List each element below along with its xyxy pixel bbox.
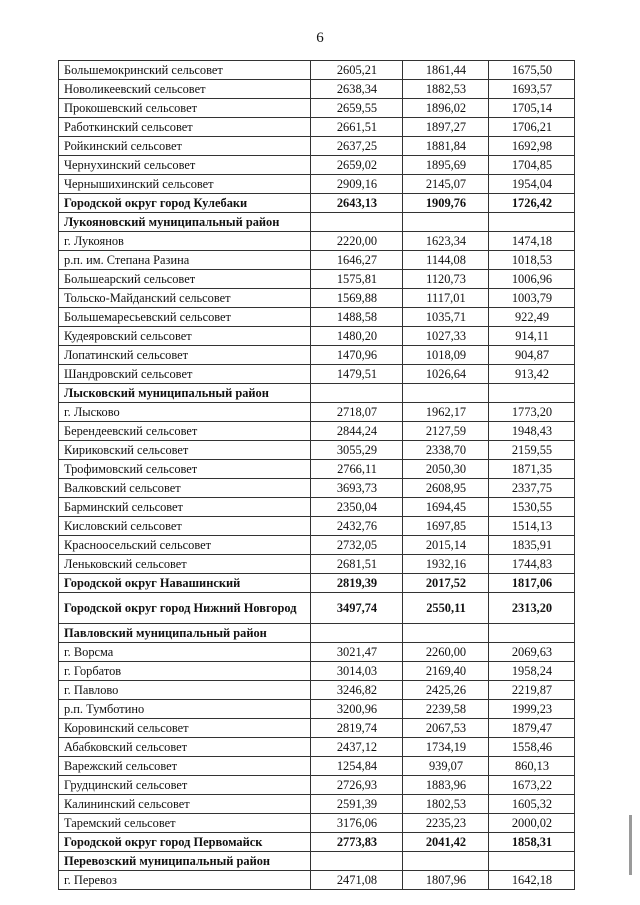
cell-value-2	[403, 213, 489, 232]
table-row	[59, 795, 575, 814]
cell-value-3: 1642,18	[489, 871, 575, 890]
cell-name: Трофимовский сельсовет	[59, 460, 311, 479]
cell-value-2: 939,07	[403, 757, 489, 776]
cell-name: Калининский сельсовет	[59, 795, 311, 814]
cell-value-2: 1883,96	[403, 776, 489, 795]
cell-value-3: 904,87	[489, 346, 575, 365]
cell-value-3: 1673,22	[489, 776, 575, 795]
table-row-heading	[59, 593, 575, 624]
cell-value-3: 2159,55	[489, 441, 575, 460]
cell-value-3: 1858,31	[489, 833, 575, 852]
table-row	[59, 80, 575, 99]
table-row	[59, 738, 575, 757]
cell-value-2: 1882,53	[403, 80, 489, 99]
cell-value-2: 2608,95	[403, 479, 489, 498]
cell-value-2: 2050,30	[403, 460, 489, 479]
table-row	[59, 757, 575, 776]
table-row-heading	[59, 833, 575, 852]
cell-value-2: 1027,33	[403, 327, 489, 346]
cell-value-2: 1694,45	[403, 498, 489, 517]
cell-value-3: 1773,20	[489, 403, 575, 422]
table-body	[59, 61, 575, 890]
table-row	[59, 118, 575, 137]
cell-value-1: 2661,51	[311, 118, 403, 137]
cell-name: Павловский муниципальный район	[59, 624, 311, 643]
cell-name: г. Ворсма	[59, 643, 311, 662]
cell-name: Леньковский сельсовет	[59, 555, 311, 574]
cell-name: Большеарский сельсовет	[59, 270, 311, 289]
cell-value-3: 1605,32	[489, 795, 575, 814]
cell-value-1: 2732,05	[311, 536, 403, 555]
cell-value-1: 2591,39	[311, 795, 403, 814]
cell-name: г. Лысково	[59, 403, 311, 422]
cell-name: Городской округ город Первомайск	[59, 833, 311, 852]
scan-edge-mark	[629, 815, 632, 875]
cell-value-3: 1003,79	[489, 289, 575, 308]
cell-value-1: 1488,58	[311, 308, 403, 327]
cell-value-2: 2015,14	[403, 536, 489, 555]
table-row-heading	[59, 384, 575, 403]
cell-value-1: 1646,27	[311, 251, 403, 270]
cell-name: Грудцинский сельсовет	[59, 776, 311, 795]
cell-value-2: 1697,85	[403, 517, 489, 536]
cell-value-1: 2350,04	[311, 498, 403, 517]
table-row	[59, 137, 575, 156]
cell-value-3	[489, 624, 575, 643]
cell-value-2: 1932,16	[403, 555, 489, 574]
cell-name: Большемокринский сельсовет	[59, 61, 311, 80]
cell-value-1: 1470,96	[311, 346, 403, 365]
cell-value-2: 2145,07	[403, 175, 489, 194]
cell-name: Красноосельский сельсовет	[59, 536, 311, 555]
cell-value-3: 1871,35	[489, 460, 575, 479]
cell-value-3: 1744,83	[489, 555, 575, 574]
table-row	[59, 517, 575, 536]
cell-value-2: 1120,73	[403, 270, 489, 289]
cell-value-3: 2219,87	[489, 681, 575, 700]
cell-value-1: 2637,25	[311, 137, 403, 156]
cell-value-2: 1962,17	[403, 403, 489, 422]
cell-value-1: 1479,51	[311, 365, 403, 384]
cell-value-2: 2235,23	[403, 814, 489, 833]
cell-name: Чернухинский сельсовет	[59, 156, 311, 175]
cell-value-3: 2000,02	[489, 814, 575, 833]
cell-value-1: 1575,81	[311, 270, 403, 289]
cell-value-1: 2638,34	[311, 80, 403, 99]
cell-value-2: 1802,53	[403, 795, 489, 814]
cell-value-3: 1705,14	[489, 99, 575, 118]
cell-value-3: 914,11	[489, 327, 575, 346]
cell-name: г. Перевоз	[59, 871, 311, 890]
table-row	[59, 61, 575, 80]
table-row	[59, 441, 575, 460]
table-row	[59, 270, 575, 289]
cell-name: Варежский сельсовет	[59, 757, 311, 776]
cell-name: Абабковский сельсовет	[59, 738, 311, 757]
table-row	[59, 871, 575, 890]
cell-value-1: 2819,39	[311, 574, 403, 593]
cell-value-2: 1896,02	[403, 99, 489, 118]
cell-value-3	[489, 384, 575, 403]
cell-name: Таремский сельсовет	[59, 814, 311, 833]
cell-name: г. Горбатов	[59, 662, 311, 681]
cell-value-3: 1018,53	[489, 251, 575, 270]
cell-value-2: 1861,44	[403, 61, 489, 80]
cell-value-2: 1623,34	[403, 232, 489, 251]
table-row	[59, 175, 575, 194]
cell-value-1	[311, 213, 403, 232]
cell-value-3: 2337,75	[489, 479, 575, 498]
cell-name: р.п. Тумботино	[59, 700, 311, 719]
cell-value-2: 1035,71	[403, 308, 489, 327]
cell-value-3: 1706,21	[489, 118, 575, 137]
cell-name: Ройкинский сельсовет	[59, 137, 311, 156]
cell-value-3: 1558,46	[489, 738, 575, 757]
cell-value-1: 2220,00	[311, 232, 403, 251]
page-number: 6	[316, 30, 324, 46]
table-row	[59, 662, 575, 681]
cell-value-1: 3246,82	[311, 681, 403, 700]
table-row	[59, 814, 575, 833]
cell-name: Шандровский сельсовет	[59, 365, 311, 384]
table-row	[59, 289, 575, 308]
table-row	[59, 156, 575, 175]
cell-value-1: 3497,74	[311, 593, 403, 624]
cell-value-1: 2659,02	[311, 156, 403, 175]
cell-name: Лукояновский муниципальный район	[59, 213, 311, 232]
cell-name: Лопатинский сельсовет	[59, 346, 311, 365]
cell-name: Кисловский сельсовет	[59, 517, 311, 536]
cell-value-2: 2260,00	[403, 643, 489, 662]
cell-name: Новоликеевский сельсовет	[59, 80, 311, 99]
cell-value-3: 1879,47	[489, 719, 575, 738]
cell-value-2: 2169,40	[403, 662, 489, 681]
cell-value-2: 2041,42	[403, 833, 489, 852]
cell-name: г. Лукоянов	[59, 232, 311, 251]
cell-value-3: 1954,04	[489, 175, 575, 194]
cell-value-3: 2313,20	[489, 593, 575, 624]
table-row	[59, 681, 575, 700]
cell-value-3: 1693,57	[489, 80, 575, 99]
cell-value-2: 1909,76	[403, 194, 489, 213]
cell-value-1: 2819,74	[311, 719, 403, 738]
cell-name: Большемаресьевский сельсовет	[59, 308, 311, 327]
table-row	[59, 776, 575, 795]
cell-value-3: 860,13	[489, 757, 575, 776]
cell-value-2: 1895,69	[403, 156, 489, 175]
cell-value-3: 1999,23	[489, 700, 575, 719]
cell-value-3: 1474,18	[489, 232, 575, 251]
cell-name: Кириковский сельсовет	[59, 441, 311, 460]
cell-value-1: 2437,12	[311, 738, 403, 757]
table-row	[59, 308, 575, 327]
cell-value-1: 2766,11	[311, 460, 403, 479]
table-row-heading	[59, 213, 575, 232]
cell-value-1: 1254,84	[311, 757, 403, 776]
cell-value-1: 3021,47	[311, 643, 403, 662]
cell-value-1	[311, 624, 403, 643]
cell-value-3: 1514,13	[489, 517, 575, 536]
cell-value-1: 1569,88	[311, 289, 403, 308]
cell-value-3: 1835,91	[489, 536, 575, 555]
table-row	[59, 251, 575, 270]
cell-value-2: 2338,70	[403, 441, 489, 460]
table-row	[59, 460, 575, 479]
table-row	[59, 99, 575, 118]
cell-name: Чернышихинский сельсовет	[59, 175, 311, 194]
cell-value-2: 1897,27	[403, 118, 489, 137]
cell-value-2: 1026,64	[403, 365, 489, 384]
cell-value-3: 1530,55	[489, 498, 575, 517]
cell-name: Кудеяровский сельсовет	[59, 327, 311, 346]
table-row	[59, 498, 575, 517]
cell-value-3: 1692,98	[489, 137, 575, 156]
cell-value-2: 1117,01	[403, 289, 489, 308]
cell-value-1: 2471,08	[311, 871, 403, 890]
cell-value-1: 2432,76	[311, 517, 403, 536]
cell-value-2: 2017,52	[403, 574, 489, 593]
cell-value-1: 1480,20	[311, 327, 403, 346]
table-row	[59, 365, 575, 384]
cell-value-1: 2773,83	[311, 833, 403, 852]
cell-value-1: 2844,24	[311, 422, 403, 441]
cell-value-2: 2127,59	[403, 422, 489, 441]
table-row	[59, 403, 575, 422]
cell-name: Работкинский сельсовет	[59, 118, 311, 137]
cell-value-3	[489, 213, 575, 232]
cell-value-3: 2069,63	[489, 643, 575, 662]
table-row	[59, 643, 575, 662]
cell-value-1: 2681,51	[311, 555, 403, 574]
cell-value-2: 2425,26	[403, 681, 489, 700]
cell-value-1: 3176,06	[311, 814, 403, 833]
table-row	[59, 555, 575, 574]
cell-value-1: 2909,16	[311, 175, 403, 194]
cell-name: Городской округ Навашинский	[59, 574, 311, 593]
cell-value-2: 2067,53	[403, 719, 489, 738]
cell-name: р.п. им. Степана Разина	[59, 251, 311, 270]
table-row-heading	[59, 852, 575, 871]
table-row	[59, 232, 575, 251]
cell-name: Барминский сельсовет	[59, 498, 311, 517]
cell-value-1: 2605,21	[311, 61, 403, 80]
cell-name: Валковский сельсовет	[59, 479, 311, 498]
cell-name: Коровинский сельсовет	[59, 719, 311, 738]
cell-value-1: 2718,07	[311, 403, 403, 422]
table-row	[59, 479, 575, 498]
cell-value-2: 2550,11	[403, 593, 489, 624]
cell-value-3: 1958,24	[489, 662, 575, 681]
cell-value-3: 922,49	[489, 308, 575, 327]
cell-value-1: 2726,93	[311, 776, 403, 795]
table-row	[59, 422, 575, 441]
cell-value-2	[403, 852, 489, 871]
cell-value-1	[311, 852, 403, 871]
cell-value-2: 2239,58	[403, 700, 489, 719]
cell-name: Тольско-Майданский сельсовет	[59, 289, 311, 308]
cell-value-2	[403, 384, 489, 403]
tariff-table	[58, 60, 575, 890]
cell-name: Городской округ город Нижний Новгород	[59, 593, 311, 624]
cell-value-1: 3055,29	[311, 441, 403, 460]
cell-value-3: 1006,96	[489, 270, 575, 289]
cell-value-3: 1817,06	[489, 574, 575, 593]
cell-value-2: 1734,19	[403, 738, 489, 757]
cell-value-3	[489, 852, 575, 871]
cell-value-3: 913,42	[489, 365, 575, 384]
table-row-heading	[59, 194, 575, 213]
table-row-heading	[59, 624, 575, 643]
cell-value-1: 3200,96	[311, 700, 403, 719]
table-row	[59, 700, 575, 719]
cell-value-3: 1675,50	[489, 61, 575, 80]
cell-value-2: 1144,08	[403, 251, 489, 270]
cell-value-1: 2643,13	[311, 194, 403, 213]
cell-value-1: 2659,55	[311, 99, 403, 118]
cell-value-3: 1948,43	[489, 422, 575, 441]
cell-name: Городской округ город Кулебаки	[59, 194, 311, 213]
cell-value-1: 3014,03	[311, 662, 403, 681]
cell-name: Лысковский муниципальный район	[59, 384, 311, 403]
table-row-heading	[59, 574, 575, 593]
table-row	[59, 327, 575, 346]
cell-value-3: 1726,42	[489, 194, 575, 213]
cell-name: Перевозский муниципальный район	[59, 852, 311, 871]
cell-value-3: 1704,85	[489, 156, 575, 175]
cell-value-1	[311, 384, 403, 403]
cell-value-2	[403, 624, 489, 643]
cell-value-2: 1881,84	[403, 137, 489, 156]
cell-value-1: 3693,73	[311, 479, 403, 498]
table-row	[59, 536, 575, 555]
cell-name: Берендеевский сельсовет	[59, 422, 311, 441]
table-row	[59, 719, 575, 738]
cell-value-2: 1807,96	[403, 871, 489, 890]
table-row	[59, 346, 575, 365]
cell-name: г. Павлово	[59, 681, 311, 700]
cell-name: Прокошевский сельсовет	[59, 99, 311, 118]
cell-value-2: 1018,09	[403, 346, 489, 365]
